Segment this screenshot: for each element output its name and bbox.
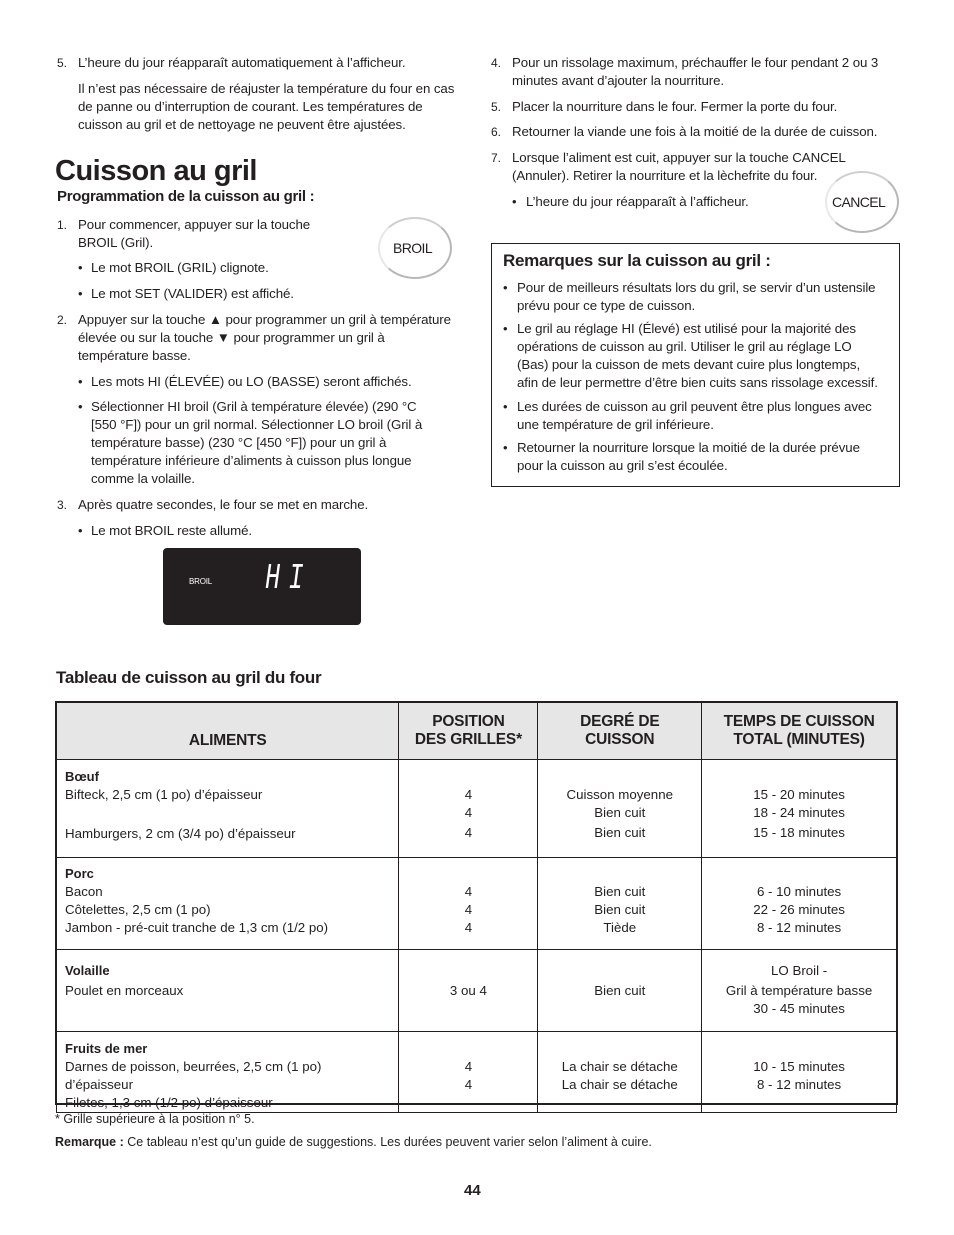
paragraph-line: de panne ou d’interruption de courant. Les températures de <box>78 99 423 114</box>
doneness: Bien cuit <box>594 825 646 840</box>
bullet-icon: • <box>503 280 508 295</box>
bullet-icon: • <box>503 440 508 455</box>
paragraph-line: Il n’est pas nécessaire de réajuster la température du four en cas <box>78 81 455 96</box>
table-header-row <box>57 703 897 760</box>
header-aliments: ALIMENTS <box>57 703 399 760</box>
rack-position: 4 <box>464 825 473 840</box>
step-number: 7. <box>491 151 502 165</box>
cook-time: 6 - 10 minutes <box>756 884 842 899</box>
food-category: Fruits de mer <box>65 1041 148 1056</box>
header-temps: TEMPS DE CUISSON TOTAL (MINUTES) <box>702 703 897 760</box>
doneness: La chair se détache <box>561 1077 678 1092</box>
bullet-icon: • <box>78 399 83 414</box>
rack-position: 4 <box>464 787 473 802</box>
note-text: une température de gril inférieure. <box>517 417 714 432</box>
paragraph-line: cuisson au gril et de nettoyage ne peuvent être ajustées. <box>78 117 406 132</box>
food-item: Hamburgers, 2 cm (3/4 po) d’épaisseur <box>65 826 296 841</box>
bullet-text: L’heure du jour réapparaît à l’afficheur. <box>526 194 749 209</box>
bullet-icon: • <box>78 260 83 275</box>
note-text: Pour de meilleurs résultats lors du gril, se servir d’un ustensile <box>517 280 876 295</box>
bullet-text: Le mot BROIL reste allumé. <box>91 523 252 538</box>
section-subtitle: Programmation de la cuisson au gril : <box>57 188 315 205</box>
note-text: prévu pour ce type de cuisson. <box>517 298 696 313</box>
cook-time: LO Broil - <box>771 963 828 978</box>
food-item: Bifteck, 2,5 cm (1 po) d’épaisseur <box>65 787 263 802</box>
table-row <box>57 760 897 858</box>
step-text: élevée ou sur la touche ▼ pour programmer un gril à <box>78 330 385 345</box>
cancel-button-label: CANCEL <box>832 194 886 210</box>
food-category: Porc <box>65 866 94 881</box>
step-number: 1. <box>57 218 68 232</box>
oven-display <box>163 548 361 625</box>
doneness: Cuisson moyenne <box>566 787 673 802</box>
remark-label: Remarque : <box>55 1135 124 1149</box>
note-text: (Bas) pour la cuisson de mets devant cuire plus longtemps, <box>517 357 861 372</box>
header-degre: DEGRÉ DE CUISSON <box>538 703 702 760</box>
note-text: Le gril au réglage HI (Élevé) est utilisé pour la majorité des <box>517 321 856 336</box>
food-item: Darnes de poisson, beurrées, 2,5 cm (1 po) d’épaisseur <box>65 1059 322 1092</box>
step-number: 5. <box>491 100 502 114</box>
table-title: Tableau de cuisson au gril du four <box>56 668 322 687</box>
step-text: Lorsque l’aliment est cuit, appuyer sur la touche CANCEL <box>512 150 846 165</box>
step-number: 2. <box>57 313 68 327</box>
notes-title: Remarques sur la cuisson au gril : <box>503 251 771 270</box>
cook-time: 30 - 45 minutes <box>753 1001 845 1016</box>
step-text: température basse. <box>78 348 191 363</box>
table-row <box>57 950 897 1032</box>
rack-position: 4 <box>464 884 473 899</box>
step-text: Après quatre secondes, le four se met en marche. <box>78 497 369 512</box>
page-number: 44 <box>464 1182 481 1199</box>
note-text: afin de leur permettre d’être bien cuits sans rissolage excessif. <box>517 375 878 390</box>
cook-time: 15 - 18 minutes <box>753 825 845 840</box>
food-item: Côtelettes, 2,5 cm (1 po) <box>65 902 211 917</box>
doneness: Bien cuit <box>594 983 646 998</box>
step-text: minutes avant d’ajouter la nourriture. <box>512 73 725 88</box>
step-text: (Annuler). Retirer la nourriture et la lèchefrite du four. <box>512 168 818 183</box>
cook-time: 22 - 26 minutes <box>753 902 845 917</box>
food-item: Bacon <box>65 884 103 899</box>
bullet-text: Le mot BROIL (GRIL) clignote. <box>91 260 269 275</box>
rack-position: 4 <box>464 805 473 820</box>
note-text: Les durées de cuisson au gril peuvent être plus longues avec <box>517 399 872 414</box>
step-text: Retourner la viande une fois à la moitié de la durée de cuisson. <box>512 124 878 139</box>
food-item: Jambon - pré-cuit tranche de 1,3 cm (1/2 po) <box>65 920 329 935</box>
header-position: POSITION DES GRILLES* <box>399 703 538 760</box>
bullet-text: Les mots HI (ÉLEVÉE) ou LO (BASSE) seront affichés. <box>91 374 412 389</box>
bullet-icon: • <box>78 523 83 538</box>
bullet-icon: • <box>512 194 517 209</box>
food-spacer <box>65 804 390 825</box>
bullet-icon: • <box>503 399 508 414</box>
cook-time: 8 - 12 minutes <box>756 1077 842 1092</box>
step-text: Pour un rissolage maximum, préchauffer le four pendant 2 ou 3 <box>512 55 879 70</box>
bullet-text: comme la volaille. <box>91 471 195 486</box>
bullet-text: température basse) (230 °C [450 °F]) pour un gril à <box>91 435 387 450</box>
doneness: Bien cuit <box>594 805 646 820</box>
table-row <box>57 1032 897 1113</box>
bullet-text: Sélectionner HI broil (Gril à température élevée) (290 °C <box>91 399 417 414</box>
table-row <box>57 858 897 950</box>
broil-table <box>56 702 897 1113</box>
bullet-icon: • <box>78 374 83 389</box>
doneness: Bien cuit <box>594 902 646 917</box>
rack-position: 4 <box>464 1059 473 1074</box>
step-number: 6. <box>491 125 502 139</box>
remark-text: Ce tableau n’est qu’un guide de suggestions. Les durées peuvent varier selon l’aliment à cuire. <box>123 1135 652 1149</box>
rack-position: 4 <box>464 920 473 935</box>
step-text: Pour commencer, appuyer sur la touche <box>78 217 311 232</box>
food-category: Bœuf <box>65 769 99 784</box>
display-digits: HI <box>265 558 313 599</box>
cook-time: 15 - 20 minutes <box>753 787 845 802</box>
remark <box>55 1134 652 1150</box>
cook-time: 10 - 15 minutes <box>753 1059 845 1074</box>
rack-position: 3 ou 4 <box>449 983 487 998</box>
food-item: Filetes, 1,3 cm (1/2 po) d’épaisseur <box>65 1095 273 1110</box>
notes-box <box>491 243 900 487</box>
doneness: La chair se détache <box>561 1059 678 1074</box>
note-text: opérations de cuisson au gril. Utiliser le gril au réglage LO <box>517 339 852 354</box>
bullet-icon: • <box>78 286 83 301</box>
rack-position: 4 <box>464 902 473 917</box>
food-category: Volaille <box>65 963 110 978</box>
footnote: * Grille supérieure à la position n° 5. <box>55 1112 255 1126</box>
step-number: 3. <box>57 498 68 512</box>
step-number: 5. <box>57 56 68 70</box>
food-item: Poulet en morceaux <box>65 983 184 998</box>
cook-time: 8 - 12 minutes <box>756 920 842 935</box>
bullet-text: température inférieure d’aliments à cuisson plus longue <box>91 453 412 468</box>
step-text: BROIL (Gril). <box>78 235 154 250</box>
step-text: Appuyer sur la touche ▲ pour programmer un gril à température <box>78 312 451 327</box>
note-text: pour la cuisson au gril s’est écoulée. <box>517 458 728 473</box>
rack-position: 4 <box>464 1077 473 1092</box>
broil-button-label: BROIL <box>393 240 433 256</box>
step-number: 4. <box>491 56 502 70</box>
display-mode-label: BROIL <box>189 577 213 586</box>
bullet-icon: • <box>503 321 508 336</box>
step-text: Placer la nourriture dans le four. Fermer la porte du four. <box>512 99 838 114</box>
cook-time: 18 - 24 minutes <box>753 805 845 820</box>
bullet-text: [550 °F]) pour un gril normal. Sélectionner LO broil (Gril à <box>91 417 423 432</box>
bullet-text: Le mot SET (VALIDER) est affiché. <box>91 286 294 301</box>
page-title: Cuisson au gril <box>55 155 257 187</box>
doneness: Bien cuit <box>594 884 646 899</box>
note-text: Retourner la nourriture lorsque la moitié de la durée prévue <box>517 440 860 455</box>
doneness: Tiède <box>603 920 637 935</box>
paragraph: L’heure du jour réapparaît automatiquement à l’afficheur. <box>78 55 406 70</box>
cook-time: Gril à température basse <box>725 983 873 998</box>
